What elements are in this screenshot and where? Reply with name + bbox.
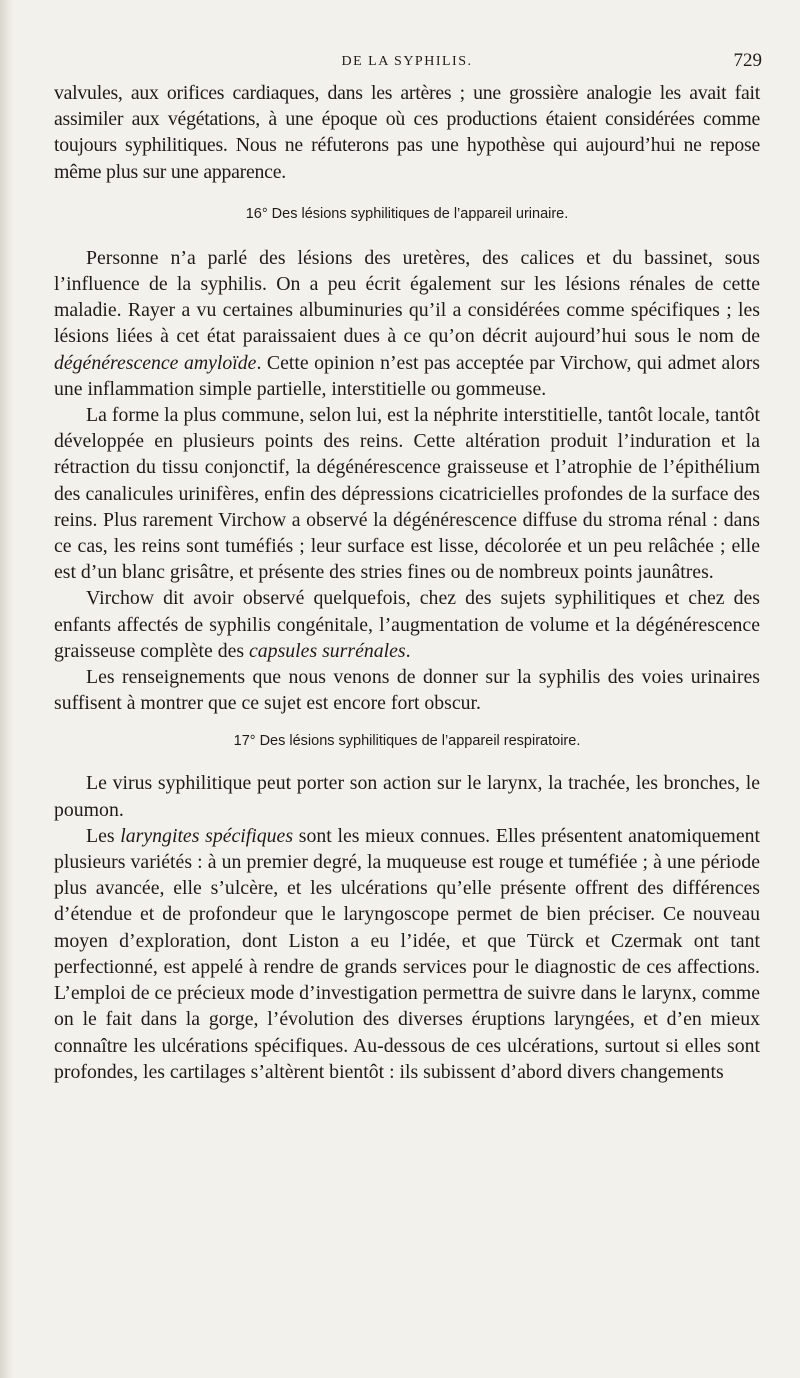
section-16-paragraph-2: La forme la plus commune, selon lui, est la néphrite interstitielle, tantôt locale, tantôt développée en plusieurs points des reins. Cette altération produit l’induration et la rétraction du tissu conjonctif, la dégénérescence graisseuse et l’atrophie de l’épithélium des canalicules urinifères, enfin des dépressions cicatricielles profondes de la surface des reins. Plus rarement Virchow a observé la dégénérescence diffuse du stroma rénal : dans ce cas, les reins sont tuméfiés ; leur surface est lisse, décolorée et un peu relâchée ; elle est d’un blanc grisâtre, et présente des stries fines ou de nombreux points jaunâtres. xyxy=(54,404,760,584)
book-page xyxy=(54,50,760,1085)
running-title: DE LA SYPHILIS. xyxy=(341,54,473,69)
text-run: sont les mieux connues. Elles présentent anatomiquement plusieurs variétés : à un premier degré, la muqueuse est rouge et tuméfiée ; à une période plus avancée, elle s’ulcère, et les ulcérations qu’elle présente offrent des différences d’étendue et de profondeur que le laryngoscope permet de bien préciser. Ce nouveau moyen d’exploration, dont Liston a eu l’idée, et que Türck et Czermak ont tant perfectionné, est appelé à rendre de grands services pour le diagnostic de ces affections. L’emploi de ce précieux mode d’investigation permettra de suivre dans le larynx, comme on le fait dans la gorge, l’évolution des diverses éruptions laryngées, et d’en mieux connaître les ulcérations spécifiques. Au-dessous de ces ulcérations, surtout si elles sont profondes, les cartilages s’altèrent bientôt : ils subissent d’abord divers changements xyxy=(54,824,760,1083)
section-16-paragraph-1 xyxy=(54,245,760,402)
text-run: Les xyxy=(86,824,121,847)
page-number: 729 xyxy=(733,50,762,71)
section-16-paragraph-4: Les renseignements que nous venons de donner sur la syphilis des voies urinaires suffisent à montrer que ce sujet est encore fort obscur. xyxy=(54,666,760,715)
text-run: Personne n’a parlé des lésions des uretères, des calices et du bassinet, sous l’influence de la syphilis. On a peu écrit également sur les lésions rénales de cette maladie. Rayer a vu certaines albuminuries qu’il a considérées comme spécifiques ; les lésions liées à cet état paraissaient dues à ce qu’on décrit aujourd’hui sous le nom de xyxy=(54,246,760,348)
italic-term: laryngites spécifiques xyxy=(120,824,294,847)
text-run: . xyxy=(405,639,411,662)
text-run: . Cette opinion n’est pas acceptée par Virchow, qui admet alors une inflammation simple partielle, interstitielle ou gommeuse. xyxy=(54,351,761,400)
section-16-heading: 16° Des lésions syphilitiques de l’appareil urinaire. xyxy=(245,205,569,222)
page-binding-edge xyxy=(0,0,14,1378)
running-header xyxy=(54,50,760,80)
italic-term: capsules surrénales xyxy=(249,639,406,662)
italic-term: dégénérescence amyloïde xyxy=(54,351,257,374)
section-17-paragraph-1: Le virus syphilitique peut porter son action sur le larynx, la trachée, les bronches, le poumon. xyxy=(54,772,760,821)
section-17-heading: 17° Des lésions syphilitiques de l’appareil respiratoire. xyxy=(233,733,581,750)
section-16-paragraph-3 xyxy=(54,585,760,664)
section-17-paragraph-2 xyxy=(54,823,760,1085)
text-run: Virchow dit avoir observé quelquefois, chez des sujets syphilitiques et chez des enfants affectés de syphilis congénitale, l’augmentation de volume et la dégénérescence graisseuse complète des xyxy=(54,587,760,662)
intro-paragraph: valvules, aux orifices cardiaques, dans les artères ; une grossière analogie les avait fait assimiler aux végétations, à une époque où ces productions étaient considérées comme toujours syphilitiques. Nous ne réfuterons pas une hypothèse qui aujourd’hui ne repose même plus sur une apparence. xyxy=(54,82,760,183)
